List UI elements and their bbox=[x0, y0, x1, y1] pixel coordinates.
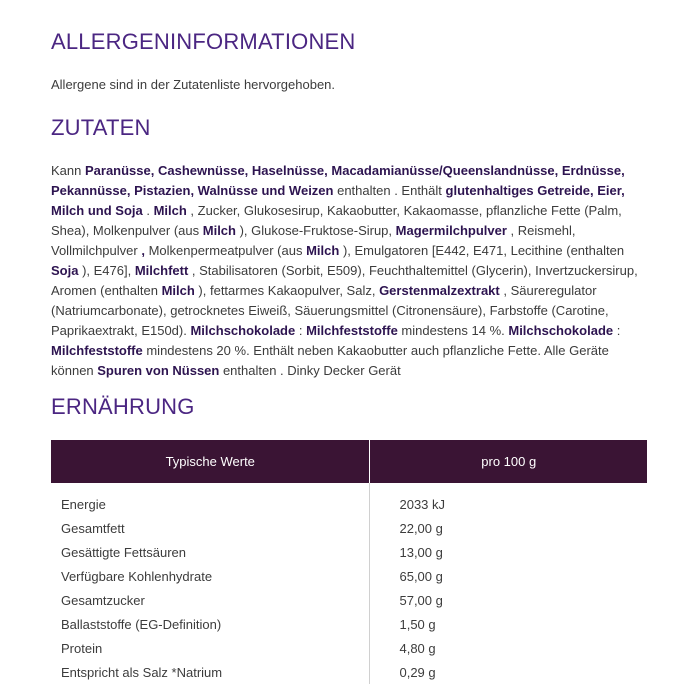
spacer-cell bbox=[370, 483, 647, 492]
table-row bbox=[51, 660, 647, 684]
nutrient-value: 22,00 g bbox=[370, 516, 647, 540]
header-per-100g: pro 100 g bbox=[370, 440, 647, 483]
allergen-highlight: Milchfett bbox=[134, 263, 189, 278]
ingredient-text: ), Emulgatoren [E442, E471, Lecithine (enthalten bbox=[339, 243, 625, 258]
allergen-highlight: Milch bbox=[161, 283, 195, 298]
nutrient-name: Gesamtzucker bbox=[61, 592, 145, 608]
ingredient-text: ), fettarmes Kakaopulver, Salz, bbox=[194, 283, 380, 298]
ingredient-text: , Säureregulator (Natriumcarbonate), getrocknetes Eiweiß, Säuerungsmittel (Citronensäure), Farbstoffe (Carotine, Paprikaextrakt, E150d). bbox=[51, 283, 609, 338]
allergen-highlight: Milchschokolade bbox=[190, 323, 296, 338]
nutrient-value: 2033 kJ bbox=[370, 492, 647, 516]
ingredient-text: , Reismehl, Vollmilchpulver bbox=[51, 223, 576, 258]
allergen-heading: ALLERGENINFORMATIONEN bbox=[51, 29, 356, 54]
allergen-highlight: Milch bbox=[153, 203, 187, 218]
nutrient-name: Entspricht als Salz *Natrium bbox=[61, 664, 223, 680]
allergen-highlight: Milchfeststoffe bbox=[51, 343, 143, 358]
nutrient-name: Gesättigte Fettsäuren bbox=[61, 544, 187, 560]
nutrient-name: Gesamtfett bbox=[61, 520, 125, 536]
allergen-highlight: , bbox=[141, 243, 145, 258]
allergen-highlight: Spuren von Nüssen bbox=[97, 363, 220, 378]
nutrient-value: 13,00 g bbox=[370, 540, 647, 564]
nutrient-name: Energie bbox=[61, 496, 106, 512]
ingredient-text: . bbox=[142, 203, 154, 218]
allergen-highlight: Milchfeststoffe bbox=[306, 323, 398, 338]
table-row bbox=[51, 636, 647, 660]
spacer-cell bbox=[51, 483, 370, 492]
table-row bbox=[51, 492, 647, 516]
allergen-highlight: Soja bbox=[51, 263, 79, 278]
nutrient-value: 65,00 g bbox=[370, 564, 647, 588]
ingredient-text: mindestens 20 %. Enthält neben Kakaobutter auch pflanzliche Fette. Alle Geräte können bbox=[51, 343, 609, 378]
nutrient-value: 0,29 g bbox=[370, 660, 647, 684]
allergen-highlight: Magermilchpulver bbox=[395, 223, 507, 238]
ingredient-text: , Zucker, Glukosesirup, Kakaobutter, Kakaomasse, pflanzliche Fette (Palm, Shea), Molkenpulver (aus bbox=[51, 203, 622, 238]
ingredient-text: : bbox=[295, 323, 307, 338]
allergen-highlight: Paranüsse, Cashewnüsse, Haselnüsse, Macadamianüsse/Queenslandnüsse, Erdnüsse, Pekannüsse, Pistazien, Walnüsse und Weizen bbox=[51, 163, 625, 198]
ingredients-heading: ZUTATEN bbox=[51, 115, 151, 140]
nutrition-heading: ERNÄHRUNG bbox=[51, 394, 195, 419]
ingredient-text: ), E476], bbox=[78, 263, 135, 278]
nutrient-name: Verfügbare Kohlenhydrate bbox=[61, 568, 213, 584]
allergen-highlight: Gerstenmalzextrakt bbox=[379, 283, 500, 298]
allergen-highlight: Milch bbox=[202, 223, 236, 238]
nutrient-name: Protein bbox=[61, 640, 103, 656]
ingredient-text: enthalten . Enthält bbox=[333, 183, 446, 198]
nutrient-value: 57,00 g bbox=[370, 588, 647, 612]
nutrient-name: Ballaststoffe (EG-Definition) bbox=[61, 616, 222, 632]
table-row bbox=[51, 612, 647, 636]
header-typical-values: Typische Werte bbox=[51, 440, 370, 483]
nutrient-value: 1,50 g bbox=[370, 612, 647, 636]
allergen-highlight: Milchschokolade bbox=[508, 323, 614, 338]
table-spacer-row bbox=[51, 483, 647, 492]
allergen-highlight: Milch bbox=[306, 243, 340, 258]
ingredient-text: Kann bbox=[51, 163, 85, 178]
ingredients-text bbox=[51, 161, 651, 381]
nutrition-header-row bbox=[51, 440, 647, 483]
ingredient-text: , Stabilisatoren (Sorbit, E509), Feuchthaltemittel (Glycerin), Invertzuckersirup, Aromen (enthalten bbox=[51, 263, 638, 298]
allergen-note: Allergene sind in der Zutatenliste hervorgehoben. bbox=[51, 77, 336, 92]
ingredient-text: enthalten . Dinky Decker Gerät bbox=[219, 363, 401, 378]
ingredient-text: Molkenpermeatpulver (aus bbox=[144, 243, 307, 258]
nutrient-value: 4,80 g bbox=[370, 636, 647, 660]
ingredient-text: mindestens 14 %. bbox=[397, 323, 509, 338]
nutrition-table bbox=[51, 440, 647, 684]
table-row bbox=[51, 588, 647, 612]
table-row bbox=[51, 516, 647, 540]
ingredient-text: : bbox=[613, 323, 621, 338]
ingredient-text: ), Glukose-Fruktose-Sirup, bbox=[235, 223, 396, 238]
table-row bbox=[51, 564, 647, 588]
allergen-highlight: glutenhaltiges Getreide, Eier, Milch und Soja bbox=[51, 183, 625, 218]
table-row bbox=[51, 540, 647, 564]
